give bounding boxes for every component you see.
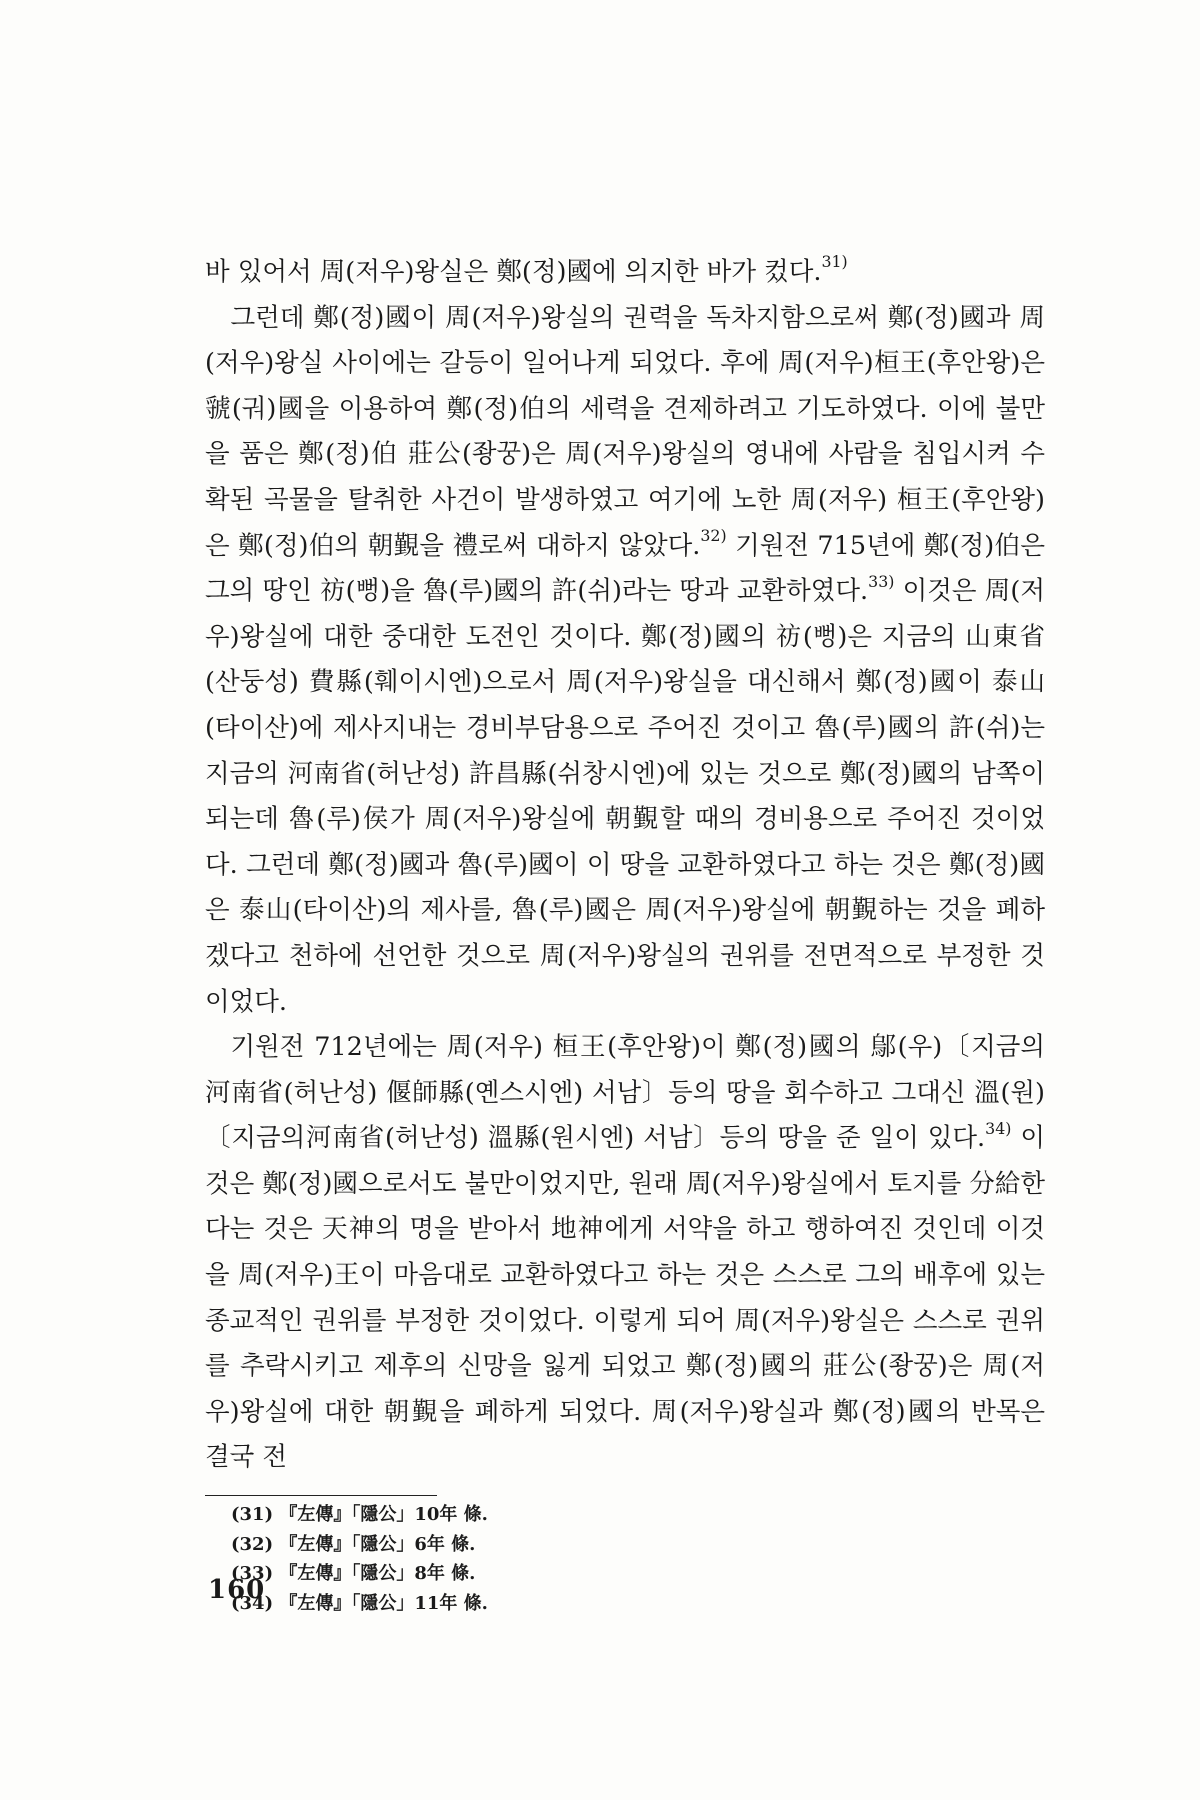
paragraph-3 [205,1025,1045,1481]
body-text [205,250,1045,1481]
paragraph-3-text-a: 기원전 712년에는 周(저우) 桓王(후안왕)이 鄭(정)國의 鄔(우)〔지금의 河南省(허난성) 偃師縣(옌스시엔) 서남〕등의 땅을 회수하고 그대신 溫(원)〔지금의河南省(허난성) 溫縣(원시엔) 서남〕등의 땅을 준 일이 있다. [205,1032,1045,1154]
footnotes-list [205,1500,1045,1618]
footnote-34: (34) 『左傳』「隱公」11年 條. [231,1592,488,1614]
paragraph-1-text: 바 있어서 周(저우)왕실은 鄭(정)國에 의지한 바가 컸다. [205,257,822,287]
paragraph-2-text-a: 그런데 鄭(정)國이 周(저우)왕실의 권력을 독차지함으로써 鄭(정)國과 周(저우)왕실 사이에는 갈등이 일어나게 되었다. 후에 周(저우)桓王(후안왕)은 虢(궈)國을 이용하여 鄭(정)伯의 세력을 견제하려고 기도하였다. 이에 불만을 품은 鄭(정)伯 莊公(좡꿍)은 周(저우)왕실의 영내에 사람을 침입시켜 수확된 곡물을 탈취한 사건이 발생하였고 여기에 노한 周(저우) 桓王(후안왕)은 鄭(정)伯의 朝覲을 禮로써 대하지 않았다. [205,302,1045,561]
footnote-31: (31) 『左傳』「隱公」10年 條. [231,1504,488,1526]
footnote-ref-33: 33) [868,571,895,591]
page-content [205,250,1045,1618]
footnote-ref-32: 32) [700,525,727,545]
page-number: 160 [208,1575,266,1605]
footnote-divider [205,1495,437,1496]
paragraph-2 [205,296,1045,1026]
paragraph-3-text-b: 이것은 鄭(정)國으로서도 불만이었지만, 원래 周(저우)왕실에서 토지를 分給한다는 것은 天神의 명을 받아서 地神에게 서약을 하고 행하여진 것인데 이것을 周(저우)王이 마음대로 교환하였다고 하는 것은 스스로 그의 배후에 있는 종교적인 권위를 부정한 것이었다. 이렇게 되어 周(저우)왕실은 스스로 권위를 추락시키고 제후의 신망을 잃게 되었고 鄭(정)國의 莊公(좡꿍)은 周(저우)왕실에 대한 朝覲을 폐하게 되었다. 周(저우)왕실과 鄭(정)國의 반목은 결국 전 [205,1123,1045,1473]
paragraph-2-text-b: 기원전 715년에 鄭(정)伯은 그의 땅인 祊(뻥)을 魯(루)國의 許(쉬)라는 땅과 교환하였다. [205,530,1045,607]
footnote-ref-31: 31) [821,252,848,272]
paragraph-1 [205,250,1045,296]
footnote-ref-34: 34) [985,1118,1012,1138]
footnote-32: (32) 『左傳』「隱公」6年 條. [231,1533,476,1555]
footnote-33: (33) 『左傳』「隱公」8年 條. [231,1563,476,1585]
paragraph-2-text-c: 이것은 周(저우)왕실에 대한 중대한 도전인 것이다. 鄭(정)國의 祊(뻥)은 지금의 山東省(산둥성) 費縣(훼이시엔)으로서 周(저우)왕실을 대신해서 鄭(정)國이 泰山(타이산)에 제사지내는 경비부담용으로 주어진 것이고 魯(루)國의 許(쉬)는 지금의 河南省(허난성) 許昌縣(쉬창시엔)에 있는 것으로 鄭(정)國의 남쪽이 되는데 魯(루)侯가 周(저우)왕실에 朝覲할 때의 경비용으로 주어진 것이었다. 그런데 鄭(정)國과 魯(루)國이 이 땅을 교환하였다고 하는 것은 鄭(정)國은 泰山(타이산)의 제사를, 魯(루)國은 周(저우)왕실에 朝覲하는 것을 폐하겠다고 천하에 선언한 것으로 周(저우)왕실의 권위를 전면적으로 부정한 것이었다. [205,576,1045,1017]
